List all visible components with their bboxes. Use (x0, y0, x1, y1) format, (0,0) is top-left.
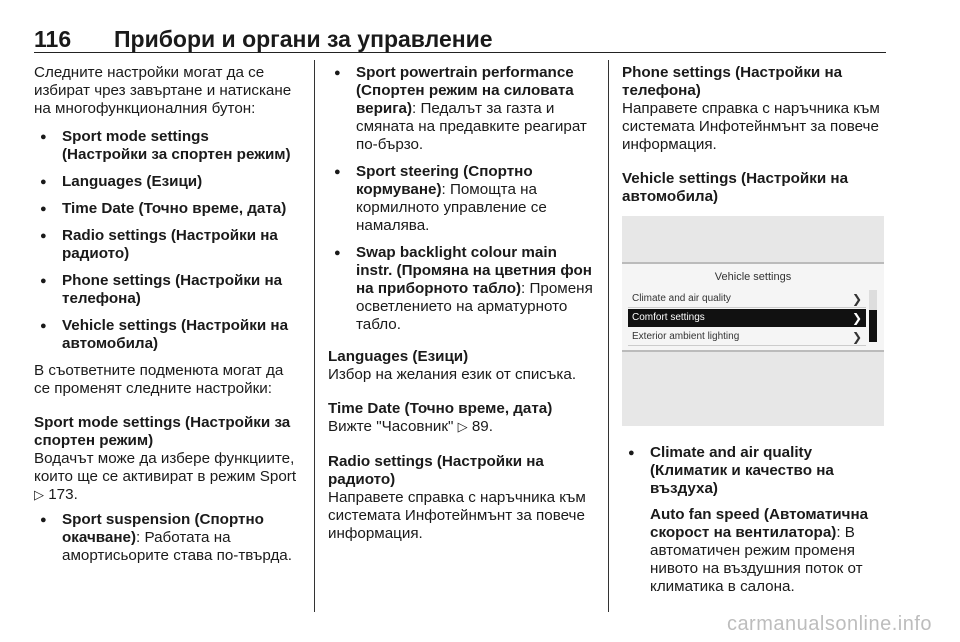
infotainment-screen (622, 262, 884, 352)
list-item: ● Sport powertrain performance (Спортен режим на силовата верига): Педалът за газта и смяната на предавките реагират по-бързо. (328, 64, 594, 154)
list-item: ● Vehicle settings (Настройки на автомобила) (34, 317, 298, 353)
time-date-heading: Time Date (Точно време, дата) (328, 400, 553, 417)
screen-scrollbar (869, 290, 877, 342)
page-number: 116 (34, 26, 72, 52)
vehicle-options-list (622, 444, 886, 596)
settings-menu-list (34, 128, 298, 353)
reference-arrow-icon: ▷ (34, 488, 44, 503)
list-item: ● Climate and air quality (Климатик и качество на въздуха) Auto fan speed (Автоматична скорост на вентилатора): В автоматичен режим променя нивото на въздушния поток от климатика в салона. (622, 444, 886, 596)
list-item: ● Time Date (Точно време, дата) (34, 200, 298, 218)
vehicle-settings-screenshot (622, 216, 884, 426)
sport-mode-text: Водачът може да избере функциите, които ще се активират в режим Sport ▷ 173. (34, 450, 297, 503)
list-item: ● Sport mode settings (Настройки за спортен режим) (34, 128, 298, 164)
sport-options-list (328, 64, 594, 334)
radio-settings-heading: Radio settings (Настройки на радиото) (328, 453, 544, 488)
time-date-text: Вижте "Часовник" ▷ 89. (328, 418, 493, 435)
screen-menu-row: Climate and air quality ❯ (628, 290, 866, 308)
page-title: Прибори и органи за управление (114, 26, 493, 52)
languages-text: Избор на желания език от списъка. (328, 366, 577, 383)
list-item: ● Sport steering (Спортно кормуване): Помощта на кормилното управление се намалява. (328, 163, 594, 235)
column-1 (34, 64, 298, 574)
radio-settings-text: Направете справка с наръчника към системата Инфотейнмънт за повече информация. (328, 489, 586, 542)
column-3 (622, 64, 886, 605)
list-item: ● Sport suspension (Спортно окачване): Работата на амортисьорите става по-твърда. (34, 511, 298, 565)
reference-arrow-icon: ▷ (457, 420, 468, 435)
list-item: ● Languages (Езици) (34, 173, 298, 191)
chevron-right-icon: ❯ (851, 311, 862, 325)
vehicle-settings-heading: Vehicle settings (Настройки на автомобила) (622, 170, 849, 205)
submenu-text: В съответните подменюта могат да се променят следните настройки: (34, 362, 284, 397)
languages-heading: Languages (Езици) (328, 348, 469, 365)
sport-options-list (34, 511, 298, 565)
sport-mode-heading: Sport mode settings (Настройки за спортен режим) (34, 414, 291, 449)
watermark: carmanualsonline.info (726, 613, 932, 635)
chevron-right-icon: ❯ (851, 330, 862, 344)
phone-settings-text: Направете справка с наръчника към системата Инфотейнмънт за повече информация. (622, 100, 880, 153)
page-header (34, 22, 886, 53)
screen-title: Vehicle settings (714, 271, 792, 283)
phone-settings-heading: Phone settings (Настройки на телефона) (622, 64, 843, 99)
screen-menu-row-selected: Comfort settings ❯ (628, 309, 866, 327)
intro-text: Следните настройки могат да се избират чрез завъртане и натискане на многофункционалния бутон: (34, 64, 292, 117)
list-item: ● Phone settings (Настройки на телефона) (34, 272, 298, 308)
screen-menu-row: Exterior ambient lighting ❯ (628, 328, 866, 346)
sub-item: Auto fan speed (Автоматична скорост на вентилатора): В автоматичен режим променя нивото на въздушния поток от климатика в салона. (650, 506, 869, 595)
chevron-right-icon: ❯ (851, 292, 862, 306)
scrollbar-thumb (869, 310, 877, 342)
column-divider (314, 60, 315, 612)
list-item: ● Swap backlight colour main instr. (Промяна на цветния фон на приборното табло): Променя осветлението на арматурното табло. (328, 244, 594, 334)
column-2 (328, 64, 594, 553)
column-divider (608, 60, 609, 612)
list-item: ● Radio settings (Настройки на радиото) (34, 227, 298, 263)
